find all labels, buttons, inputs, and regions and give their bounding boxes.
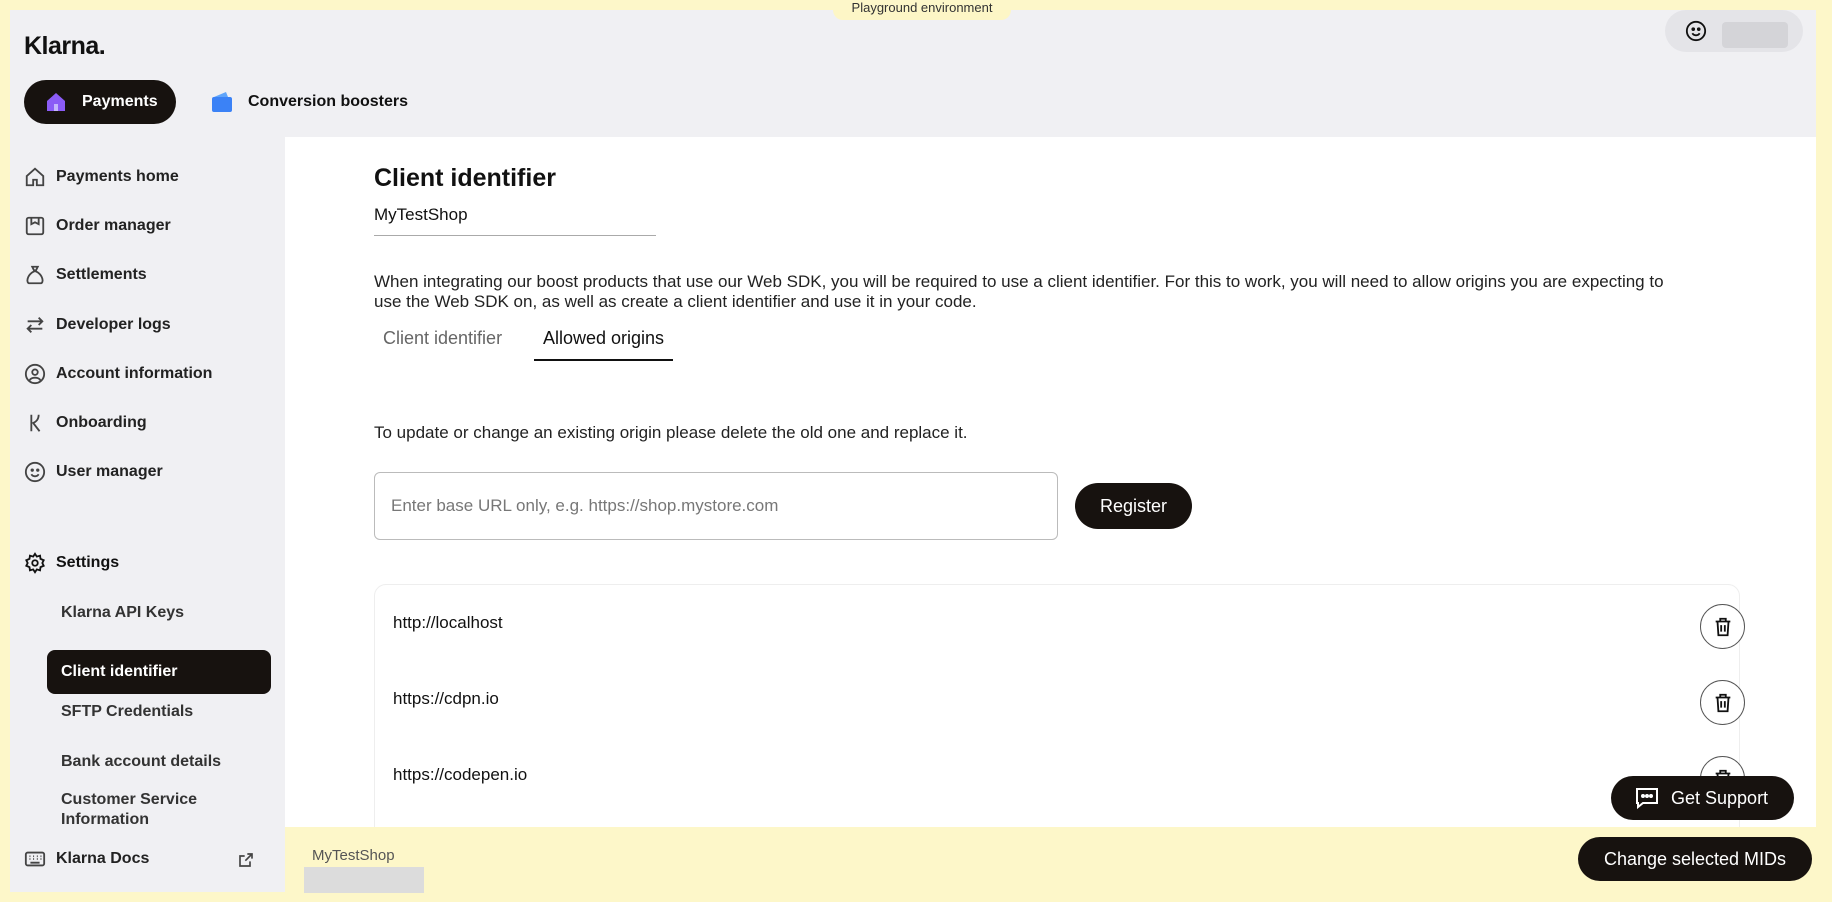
- sidebar-item-label: User manager: [56, 463, 163, 480]
- list-item: [375, 661, 1739, 737]
- environment-badge: Playground environment: [833, 10, 1011, 20]
- trash-icon: [1712, 616, 1734, 638]
- keyboard-icon: [24, 848, 46, 870]
- origins-list: [374, 584, 1740, 844]
- sidebar-subitem-label: Klarna API Keys: [61, 604, 185, 621]
- user-menu[interactable]: [1665, 10, 1803, 52]
- origin-url-input[interactable]: [374, 472, 1058, 540]
- sidebar-item-settings[interactable]: [24, 548, 119, 578]
- sidebar-item-account-information[interactable]: [24, 359, 212, 389]
- sidebar-subitem-klarna-api-keys[interactable]: [47, 598, 271, 628]
- sidebar-item-payments-home[interactable]: [24, 162, 179, 192]
- sidebar-item-label: Payments home: [56, 168, 179, 185]
- sidebar-item-order-manager[interactable]: [24, 211, 171, 241]
- footer-mid-redacted: [304, 867, 424, 893]
- origin-url: https://cdpn.io: [393, 689, 499, 708]
- sidebar-item-label: Order manager: [56, 217, 171, 234]
- tab-allowed-origins[interactable]: Allowed origins: [534, 320, 673, 361]
- sidebar-item-label: Settings: [56, 554, 120, 571]
- origin-hint-text: To update or change an existing origin please delete the old one and replace it.: [374, 423, 968, 442]
- sidebar-item-onboarding[interactable]: [24, 408, 147, 438]
- trash-icon: [1712, 692, 1734, 714]
- sidebar-item-label: Klarna Docs: [56, 850, 150, 867]
- sidebar-subitem-label: SFTP Credentials: [61, 703, 194, 720]
- money-bag-icon: [24, 264, 46, 286]
- sidebar-subitem-client-identifier[interactable]: [47, 650, 271, 694]
- sidebar-item-developer-logs[interactable]: [24, 310, 171, 340]
- delete-origin-button[interactable]: [1700, 604, 1745, 649]
- klarna-logo[interactable]: Klarna.: [24, 32, 106, 60]
- external-link-icon[interactable]: [238, 852, 254, 868]
- sidebar-subitem-customer-service-information[interactable]: [47, 788, 247, 832]
- delete-origin-button[interactable]: [1700, 680, 1745, 725]
- get-support-label: Get Support: [1671, 787, 1769, 808]
- nav-payments-label: Payments: [82, 93, 158, 110]
- user-name-redacted: [1722, 22, 1788, 48]
- page-title: Client identifier: [374, 164, 556, 192]
- gear-icon: [24, 552, 46, 574]
- app-shell: [10, 0, 1816, 892]
- sidebar-item-label: Onboarding: [56, 414, 147, 431]
- sidebar: [10, 136, 285, 892]
- shop-name: MyTestShop: [374, 205, 656, 236]
- order-icon: [24, 215, 46, 237]
- tab-client-identifier[interactable]: Client identifier: [383, 328, 503, 348]
- sidebar-item-klarna-docs[interactable]: [24, 844, 149, 874]
- sidebar-subitem-sftp-credentials[interactable]: [47, 697, 271, 727]
- smiley-icon: [1685, 20, 1707, 42]
- description-text: When integrating our boost products that use our Web SDK, you will be required to use a client identifier. For this to work, you will need to allow origins you are expecting to use the Web SDK on, as well as create a client identifier and use it in your code.: [374, 272, 1664, 311]
- get-support-button[interactable]: [1611, 776, 1794, 820]
- footer-shop-name: MyTestShop: [312, 847, 395, 864]
- klarna-k-icon: [24, 412, 46, 434]
- origin-url: http://localhost: [393, 613, 503, 632]
- home-icon: [24, 166, 46, 188]
- sidebar-item-label: Settlements: [56, 266, 147, 283]
- sidebar-subitem-bank-account-details[interactable]: [47, 747, 271, 777]
- sidebar-item-settlements[interactable]: [24, 260, 147, 290]
- nav-payments[interactable]: [24, 80, 176, 124]
- list-item: [375, 737, 1739, 813]
- sidebar-item-label: Account information: [56, 365, 213, 382]
- sidebar-item-user-manager[interactable]: [24, 457, 163, 487]
- arrows-icon: [24, 314, 46, 336]
- register-button[interactable]: Register: [1075, 483, 1192, 529]
- origin-url: https://codepen.io: [393, 765, 528, 784]
- list-item: [375, 585, 1739, 661]
- sidebar-subitem-label: Client identifier: [61, 663, 178, 680]
- chat-icon: [1635, 787, 1659, 809]
- house-icon: [44, 90, 68, 114]
- smiley-icon: [24, 461, 46, 483]
- sidebar-subitem-label: Bank account details: [61, 753, 222, 770]
- sidebar-subitem-label: Customer Service Information: [61, 791, 198, 828]
- nav-conversion-boosters[interactable]: [210, 80, 408, 124]
- account-icon: [24, 363, 46, 385]
- sidebar-item-label: Developer logs: [56, 316, 171, 333]
- change-selected-mids-button[interactable]: Change selected MIDs: [1578, 837, 1812, 881]
- main-content: [285, 137, 1816, 827]
- wallet-icon: [210, 90, 234, 114]
- nav-conversion-boosters-label: Conversion boosters: [248, 93, 409, 110]
- footer-bar: [285, 827, 1816, 892]
